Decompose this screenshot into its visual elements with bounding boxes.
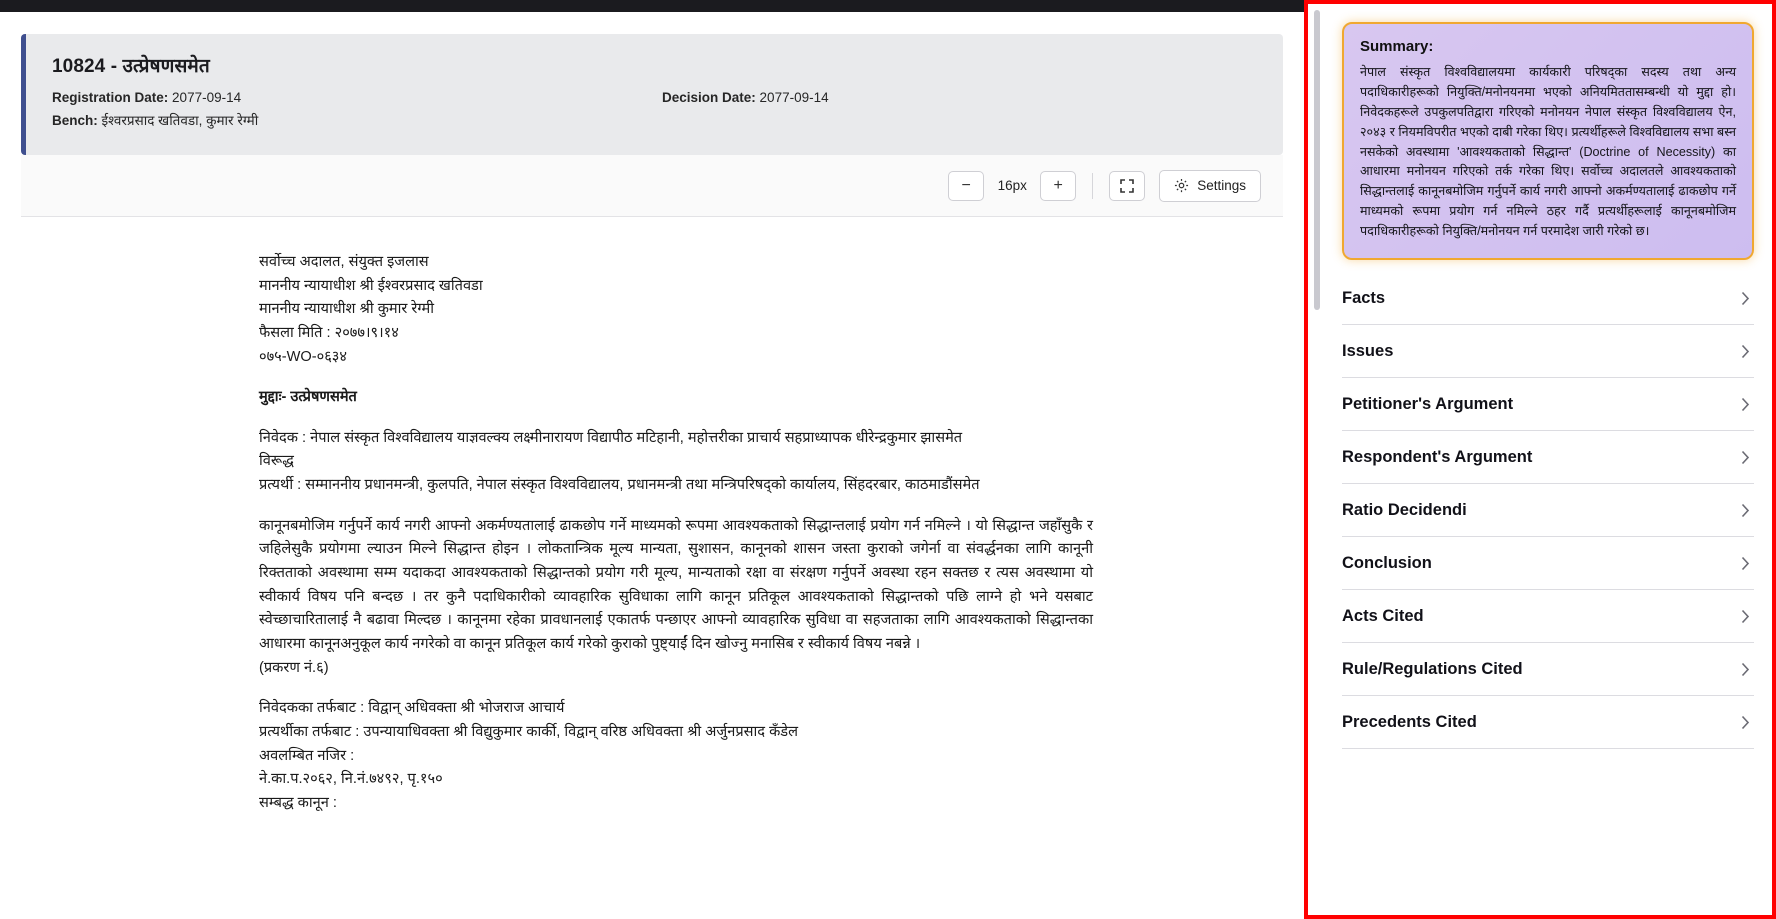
section-label: Rule/Regulations Cited [1342, 659, 1523, 678]
settings-button[interactable] [1159, 170, 1261, 202]
decision-date-label: Decision Date: [662, 90, 756, 105]
section-row-conclusion[interactable] [1342, 537, 1754, 590]
section-row-precedents-cited[interactable] [1342, 696, 1754, 749]
section-label: Conclusion [1342, 553, 1432, 572]
chevron-right-icon [1741, 556, 1754, 571]
registration-date-group [52, 90, 662, 105]
ratio-paragraph: कानूनबमोजिम गर्नुपर्ने कार्य नगरी आफ्नो अकर्मण्यतालाई ढाकछोप गर्ने माध्यमको रूपमा आवश्यकताको सिद्धान्तलाई प्रयोग गर्न नमिल्ने । यो सिद्धान्त जहाँसुकै र जहिलेसुकै प्रयोगमा ल्याउन मिल्ने सिद्धान्त होइन । लोकतान्त्रिक मूल्य मान्यता, सुशासन, कानूनको शासन जस्ता कुराको जगेर्ना वा संवर्द्धनका लागि कानूनी रिक्तताको अवस्थामा सम्म यदाकदा आवश्यकताको सिद्धान्तको प्रयोग गरी मूल्य, मान्यताको रक्षा वा संरक्षण गर्नुपर्ने अवस्था रहन सक्तछ र त्यस अवस्थामा यो स्वीकार्य विषय पनि बन्दछ । तर कुनै पदाधिकारीको व्यावहारिक सुविधाका लागि कानून प्रतिकूल आवश्यकताको सिद्धान्तको पछि लाग्ने हो भने यसबाट स्वेच्छाचारितालाई नै बढावा मिल्दछ । कानूनमा रहेका प्रावधानलाई एकातर्फ पन्छाएर आफ्नो व्यावहारिक सुविधा वा सहजताका लागि आवश्यकताको सिद्धान्तका आधारमा कानूनअनुकूल कार्य नगरेको वा कानून प्रतिकूल कार्य गरेको कुराको पुष्ट्याईं दिन खोज्नु मनासिब र स्वीकार्य विषय नबन्ने । [259, 517, 1093, 652]
section-label: Acts Cited [1342, 606, 1424, 625]
registration-date-label: Registration Date: [52, 90, 169, 105]
summary-title: Summary: [1360, 38, 1434, 55]
chevron-right-icon [1741, 662, 1754, 677]
chevron-right-icon [1741, 344, 1754, 359]
case-title: 10824 - उत्प्रेषणसमेत [52, 56, 210, 77]
zoom-in-button[interactable]: + [1040, 171, 1076, 201]
section-row-rules-regulations-cited[interactable] [1342, 643, 1754, 696]
section-label: Respondent's Argument [1342, 447, 1533, 466]
analysis-pane [1304, 0, 1776, 919]
zoom-out-button[interactable]: − [948, 171, 984, 201]
precedent-label: अवलम्बित नजिर : [259, 747, 355, 764]
judgment-text [21, 217, 1283, 815]
respondent-line: प्रत्यर्थी : सम्माननीय प्रधानमन्त्री, कुलपति, नेपाल संस्कृत विश्वविद्यालय, प्रधानमन्त्री तथा मन्त्रिपरिषद्को कार्यालय, सिंहदरबार, काठमाडौंसमेत [259, 477, 980, 494]
bench-label: Bench: [52, 113, 98, 128]
precedent-value: ने.का.प.२०६२, नि.नं.७४९२, पृ.१५० [259, 771, 443, 788]
case-meta-row-dates [52, 90, 1257, 105]
section-label: Issues [1342, 341, 1394, 360]
bench-value: ईश्वरप्रसाद खतिवडा, कुमार रेग्मी [101, 113, 259, 128]
toolbar-divider [1092, 173, 1093, 199]
versus-line: विरूद्ध [259, 453, 294, 470]
paragraph-reference: (प्रकरण नं.६) [259, 659, 329, 676]
petitioner-line: निवेदक : नेपाल संस्कृत विश्वविद्यालय याज्ञवल्क्य लक्ष्मीनारायण विद्यापीठ मटिहानी, महोत्तरीका प्राचार्य सहप्राध्यापक धीरेन्द्रकुमार झासमेत [259, 429, 963, 446]
gear-icon [1174, 178, 1189, 193]
chevron-right-icon [1741, 503, 1754, 518]
section-label: Ratio Decidendi [1342, 500, 1467, 519]
document-content [21, 34, 1283, 815]
chevron-right-icon [1741, 291, 1754, 306]
counsel-respondent: प्रत्यर्थीका तर्फबाट : उपन्यायाधिवक्ता श्री विद्युकुमार कार्की, विद्वान् वरिष्ठ अधिवक्ता श्री अर्जुनप्रसाद कँडेल [259, 723, 798, 740]
fullscreen-icon [1120, 179, 1134, 193]
summary-card [1342, 22, 1754, 260]
doc-line: सर्वोच्च अदालत, संयुक्त इजलास [259, 254, 429, 270]
doc-line: ०७५-WO-०६३४ [259, 348, 347, 365]
section-row-petitioners-argument[interactable] [1342, 378, 1754, 431]
fullscreen-button[interactable] [1109, 171, 1145, 201]
section-row-issues[interactable] [1342, 325, 1754, 378]
doc-line: फैसला मिति : २०७७।९।१४ [259, 324, 399, 341]
counsel-petitioner: निवेदकका तर्फबाट : विद्वान् अधिवक्ता श्री भोजराज आचार्य [259, 700, 565, 717]
section-label: Petitioner's Argument [1342, 394, 1514, 413]
section-row-respondents-argument[interactable] [1342, 431, 1754, 484]
chevron-right-icon [1741, 450, 1754, 465]
section-row-acts-cited[interactable] [1342, 590, 1754, 643]
case-meta-row-bench [52, 111, 1257, 129]
section-row-ratio-decidendi[interactable] [1342, 484, 1754, 537]
decision-date-value: 2077-09-14 [759, 90, 829, 105]
case-header-card [21, 34, 1283, 155]
doc-line: माननीय न्यायाधीश श्री ईश्वरप्रसाद खतिवडा [259, 277, 483, 294]
section-label: Precedents Cited [1342, 712, 1477, 731]
browser-top-bar [0, 0, 1304, 12]
chevron-right-icon [1741, 715, 1754, 730]
settings-label: Settings [1197, 178, 1246, 193]
issue-heading: मुद्दाः- उत्प्रेषणसमेत [259, 389, 357, 406]
summary-text: नेपाल संस्कृत विश्वविद्यालयमा कार्यकारी परिषद्का सदस्य तथा अन्य पदाधिकारीहरूको नियुक्ति/मनोनयनमा भएको अनियमिततासम्बन्धी यो मुद्दा हो। निवेदकहरूले उपकुलपतिद्वारा गरिएको मनोनयन नेपाल संस्कृत विश्वविद्यालय ऐन, २०४३ र नियमविपरीत भएको दाबी गरेका थिए। प्रत्यर्थीहरूले विश्वविद्यालय सभा बस्न नसकेको अवस्थामा 'आवश्यकताको सिद्धान्त' (Doctrine of Necessity) का आधारमा मनोनयन गरिएको तर्क गरेका थिए। सर्वोच्च अदालतले आवश्यकताको सिद्धान्तलाई कानूनबमोजिम गर्नुपर्ने कार्य नगरी आफ्नो अकर्मण्यतालाई ढाकछोप गर्ने माध्यमको रूपमा प्रयोग गर्न नमिल्ने ठहर गर्दै प्रत्यर्थीहरूलाई कानूनबमोजिम पदाधिकारीहरूको नियुक्ति/मनोनयन गर्न परमादेश जारी गरेको छ। [1360, 65, 1736, 239]
bench-group [52, 111, 258, 129]
document-toolbar [21, 155, 1283, 217]
decision-date-group [662, 90, 829, 105]
zoom-level-value: 16px [997, 178, 1027, 193]
section-label: Facts [1342, 288, 1386, 307]
law-label: सम्बद्ध कानून : [259, 794, 337, 811]
doc-line: माननीय न्यायाधीश श्री कुमार रेग्मी [259, 301, 435, 318]
analysis-content [1308, 4, 1772, 749]
chevron-right-icon [1741, 397, 1754, 412]
registration-date-value: 2077-09-14 [172, 90, 242, 105]
analysis-section-list [1342, 272, 1754, 749]
section-row-facts[interactable] [1342, 272, 1754, 325]
chevron-right-icon [1741, 609, 1754, 624]
analysis-scrollbar[interactable] [1314, 10, 1320, 310]
